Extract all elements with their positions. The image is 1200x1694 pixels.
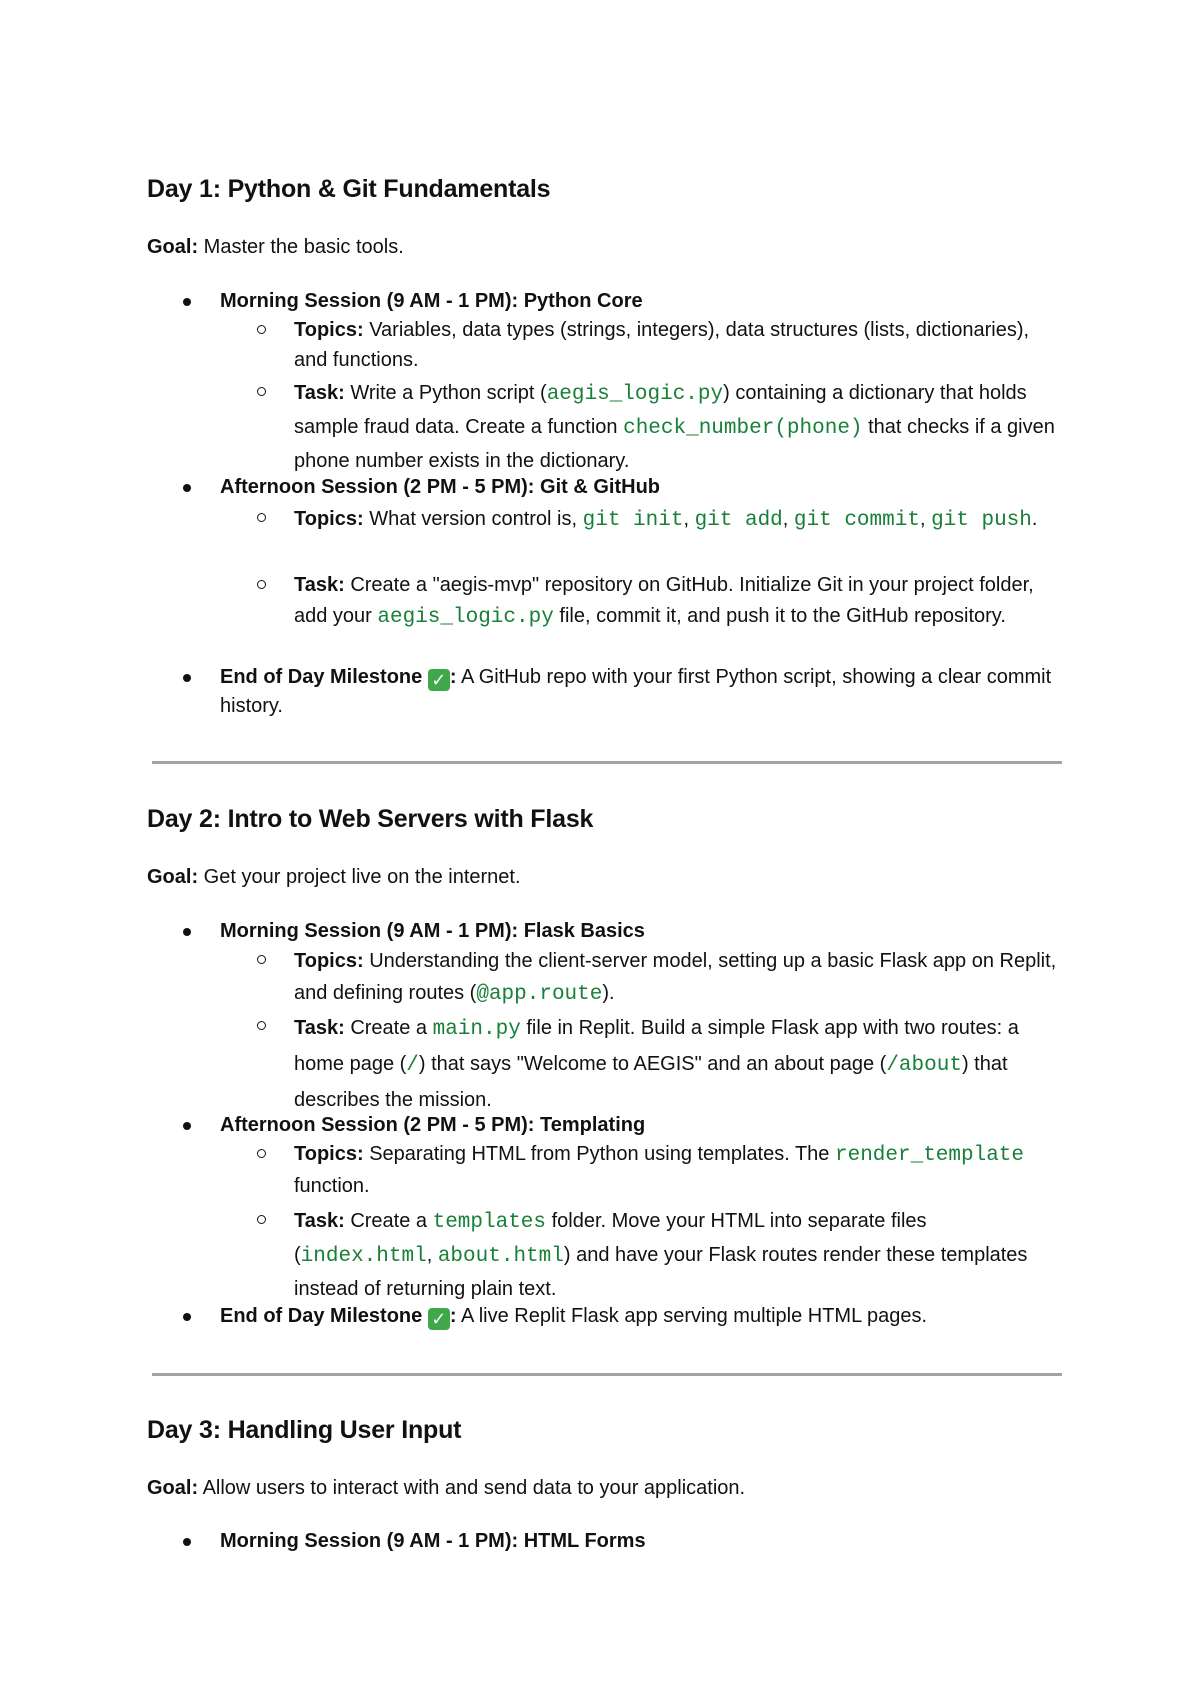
- milestone-colon: :: [449, 666, 457, 688]
- task-text: Create a: [344, 1210, 433, 1232]
- bullet-dot-icon: [183, 1122, 191, 1130]
- topics-label: Topics:: [294, 1143, 364, 1165]
- task-text: ) containing a dictionary that holds sample fraud data. Create a function: [294, 382, 1027, 438]
- day1-afternoon-task: [294, 570, 1064, 633]
- bullet-circle-icon: [257, 387, 266, 396]
- day2-morning-session: [220, 917, 1060, 946]
- bullet-dot-icon: [183, 928, 191, 936]
- task-text: ) and have your Flask routes render these templates instead of returning plain text.: [294, 1244, 1028, 1300]
- goal-text: Get your project live on the internet.: [198, 866, 521, 888]
- task-label: Task:: [294, 1017, 345, 1039]
- code-git-add: git add: [694, 509, 783, 532]
- task-text: that checks if a given phone number exists in the dictionary.: [294, 416, 1055, 472]
- session-label: Morning Session (9 AM - 1 PM): HTML Forms: [220, 1530, 646, 1552]
- separator: ,: [919, 508, 932, 530]
- separator: ,: [782, 508, 794, 530]
- day1-milestone: [220, 663, 1060, 721]
- checkmark-icon: ✓: [428, 1308, 450, 1330]
- bullet-circle-icon: [257, 955, 266, 964]
- task-text: Create a "aegis-mvp" repository on GitHub. Initialize Git in your project folder, add your: [294, 574, 1034, 627]
- task-text: file, commit it, and push it to the GitHub repository.: [553, 605, 1006, 627]
- bullet-circle-icon: [257, 1021, 266, 1030]
- topics-text: function.: [294, 1175, 370, 1197]
- bullet-dot-icon: [183, 298, 191, 306]
- milestone-label: End of Day Milestone: [220, 1305, 423, 1327]
- goal-label: Goal:: [147, 1477, 199, 1499]
- task-label: Task:: [294, 382, 345, 404]
- day2-heading: Day 2: Intro to Web Servers with Flask: [147, 805, 594, 833]
- code-git-push: git push: [931, 509, 1032, 532]
- topics-label: Topics:: [294, 319, 364, 341]
- session-label: Morning Session (9 AM - 1 PM): Flask Basics: [220, 920, 645, 942]
- code-app-route: @app.route: [476, 983, 603, 1006]
- day1-morning-session: [220, 287, 1060, 316]
- day1-goal: [147, 236, 404, 259]
- day2-milestone: [220, 1302, 1060, 1331]
- goal-label: Goal:: [147, 866, 199, 888]
- task-text: Create a: [344, 1017, 433, 1039]
- topics-text: What version control is,: [363, 508, 583, 530]
- code-aegis-logic: aegis_logic.py: [377, 606, 554, 629]
- code-about-html: about.html: [437, 1245, 564, 1268]
- session-label: Afternoon Session (2 PM - 5 PM): Git & GitHub: [220, 476, 660, 498]
- bullet-dot-icon: [183, 1313, 191, 1321]
- goal-text: Master the basic tools.: [198, 236, 404, 258]
- bullet-circle-icon: [257, 513, 266, 522]
- topics-text: Understanding the client-server model, setting up a basic Flask app on Replit, and defining routes (: [294, 950, 1057, 1004]
- task-text: folder. Move your HTML into separate files (: [294, 1210, 927, 1266]
- milestone-label: End of Day Milestone: [220, 666, 423, 688]
- task-text: ) that describes the mission.: [294, 1053, 1008, 1111]
- goal-label: Goal:: [147, 236, 199, 258]
- bullet-dot-icon: [183, 1538, 191, 1546]
- task-label: Task:: [294, 1210, 345, 1232]
- code-main-py: main.py: [432, 1018, 521, 1041]
- topics-text: Separating HTML from Python using templates. The: [363, 1143, 835, 1165]
- code-git-commit: git commit: [793, 509, 920, 532]
- milestone-text: A GitHub repo with your first Python script, showing a clear commit history.: [220, 666, 1052, 717]
- day1-heading: Day 1: Python & Git Fundamentals: [147, 175, 551, 203]
- day2-afternoon-task: [294, 1205, 1064, 1305]
- milestone-colon: :: [449, 1305, 457, 1327]
- separator: ,: [426, 1244, 438, 1266]
- day3-heading: Day 3: Handling User Input: [147, 1416, 462, 1444]
- code-index-html: index.html: [300, 1245, 427, 1268]
- section-divider: [152, 1373, 1062, 1376]
- topics-text: Variables, data types (strings, integers), data structures (lists, dictionaries), and functions.: [294, 319, 1030, 371]
- day3-morning-session: [220, 1527, 1060, 1556]
- topics-text: .: [1031, 508, 1038, 530]
- checkmark-icon: ✓: [428, 669, 450, 691]
- session-label: Afternoon Session (2 PM - 5 PM): Templating: [220, 1114, 646, 1136]
- bullet-dot-icon: [183, 484, 191, 492]
- day2-afternoon-topics: [294, 1139, 1064, 1202]
- day1-morning-task: [294, 377, 1064, 477]
- bullet-circle-icon: [257, 1149, 266, 1158]
- day3-goal: [147, 1477, 745, 1500]
- day2-goal: [147, 866, 521, 889]
- section-divider: [152, 761, 1062, 764]
- day1-afternoon-session: [220, 473, 1060, 502]
- task-text: file in Replit. Build a simple Flask app with two routes: a home page (: [294, 1017, 1019, 1075]
- bullet-dot-icon: [183, 674, 191, 682]
- day2-afternoon-session: [220, 1111, 1060, 1140]
- bullet-circle-icon: [257, 1215, 266, 1224]
- code-aegis-logic: aegis_logic.py: [546, 383, 724, 406]
- topics-text: ).: [602, 982, 615, 1004]
- code-templates: templates: [432, 1211, 547, 1234]
- day1-afternoon-topics: [294, 503, 1064, 537]
- code-git-init: git init: [582, 509, 684, 532]
- task-label: Task:: [294, 574, 345, 596]
- bullet-circle-icon: [257, 580, 266, 589]
- task-text: Write a Python script (: [344, 382, 547, 404]
- topics-label: Topics:: [294, 508, 364, 530]
- code-about-route: /about: [886, 1054, 962, 1077]
- bullet-circle-icon: [257, 325, 266, 334]
- code-render-template: render_template: [834, 1144, 1025, 1167]
- session-label: Morning Session (9 AM - 1 PM): Python Core: [220, 290, 643, 312]
- code-check-number: check_number(phone): [623, 417, 863, 440]
- milestone-text: A live Replit Flask app serving multiple HTML pages.: [456, 1305, 928, 1327]
- day1-morning-topics: [294, 315, 1064, 375]
- day2-morning-task: [294, 1011, 1064, 1117]
- goal-text: Allow users to interact with and send data to your application.: [198, 1477, 746, 1499]
- topics-label: Topics:: [294, 950, 364, 972]
- code-root-route: /: [406, 1054, 419, 1077]
- day2-morning-topics: [294, 945, 1064, 1011]
- separator: ,: [683, 508, 695, 530]
- task-text: ) that says "Welcome to AEGIS" and an about page (: [418, 1053, 887, 1075]
